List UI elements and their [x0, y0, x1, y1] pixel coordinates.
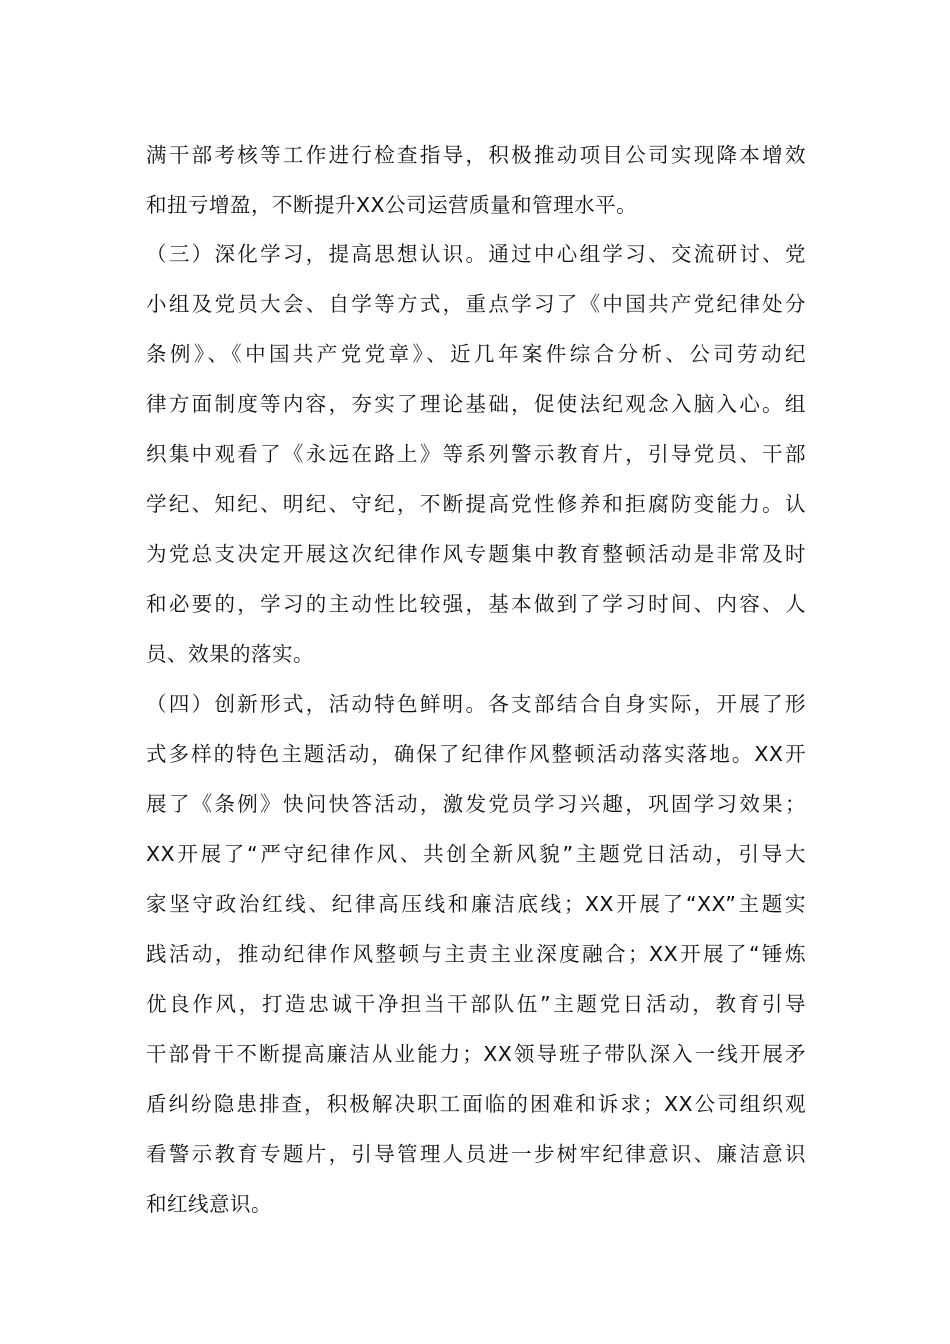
text-line: 条例》、《中国共产党党章》、近几年案件综合分析、公司劳动纪 — [146, 342, 806, 366]
text-line: 员、效果的落实。 — [146, 642, 314, 666]
text-line: 优良作风，打造忠诚干净担当干部队伍”主题党日活动，教育引导 — [146, 992, 806, 1016]
text-line: 盾纠纷隐患排查，积极解决职工面临的困难和诉求；XX公司组织观 — [146, 1092, 806, 1116]
text-line: 满干部考核等工作进行检查指导，积极推动项目公司实现降本增效 — [146, 143, 806, 167]
text-line: 看警示教育专题片，引导管理人员进一步树牢纪律意识、廉洁意识 — [146, 1142, 806, 1166]
text-line: 展了《条例》快问快答活动，激发党员学习兴趣，巩固学习效果； — [146, 792, 806, 816]
text-line: 践活动，推动纪律作风整顿与主责主业深度融合；XX开展了“锤炼 — [146, 942, 806, 966]
text-line: 学纪、知纪、明纪、守纪，不断提高党性修养和拒腐防变能力。认 — [146, 492, 806, 516]
text-line: 织集中观看了《永远在路上》等系列警示教育片，引导党员、干部 — [146, 442, 806, 466]
text-line: 和扭亏增盈，不断提升XX公司运营质量和管理水平。 — [146, 193, 638, 217]
text-line: 和必要的，学习的主动性比较强，基本做到了学习时间、内容、人 — [146, 592, 806, 616]
text-line: 律方面制度等内容，夯实了理论基础，促使法纪观念入脑入心。组 — [146, 392, 806, 416]
text-line: 小组及党员大会、自学等方式，重点学习了《中国共产党纪律处分 — [146, 292, 806, 316]
text-line: XX开展了“严守纪律作风、共创全新风貌”主题党日活动，引导大 — [146, 842, 806, 866]
text-line: 干部骨干不断提高廉洁从业能力；XX领导班子带队深入一线开展矛 — [146, 1042, 806, 1066]
text-line: （四）创新形式，活动特色鲜明。各支部结合自身实际，开展了形 — [146, 692, 806, 716]
text-line: （三）深化学习，提高思想认识。通过中心组学习、交流研讨、党 — [146, 242, 806, 266]
text-line: 为党总支决定开展这次纪律作风专题集中教育整顿活动是非常及时 — [146, 542, 806, 566]
text-line: 和红线意识。 — [146, 1192, 272, 1216]
text-line: 式多样的特色主题活动，确保了纪律作风整顿活动落实落地。XX开 — [146, 742, 806, 766]
text-line: 家坚守政治红线、纪律高压线和廉洁底线；XX开展了“XX”主题实 — [146, 892, 806, 916]
